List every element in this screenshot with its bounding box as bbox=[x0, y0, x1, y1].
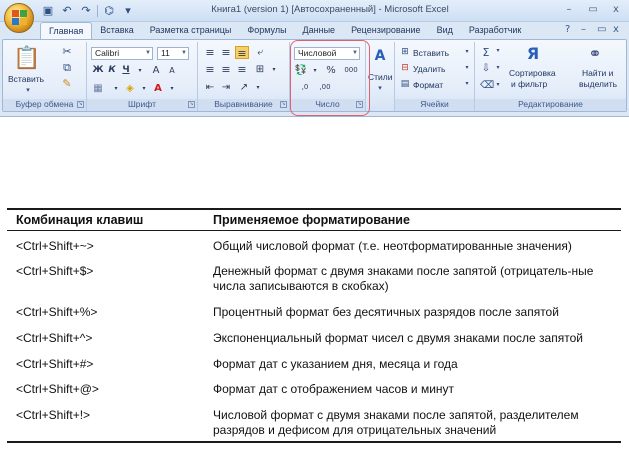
underline-button[interactable]: Ч bbox=[122, 65, 130, 75]
copy-icon[interactable]: ⧉ bbox=[63, 61, 71, 74]
help-icon[interactable]: ? bbox=[565, 24, 571, 35]
table-row-keys: <Ctrl+Shift+%> bbox=[16, 305, 98, 319]
table-row-desc: Числовой формат с двумя знаками после запятой, разделителем разрядов и дефисом для отрицательных значений bbox=[213, 408, 579, 437]
toolbar-divider bbox=[97, 5, 98, 17]
font-color-icon[interactable]: A bbox=[154, 83, 162, 94]
sort-tree-icon[interactable]: ⌬ bbox=[104, 4, 114, 17]
align-middle-icon[interactable]: ≡ bbox=[221, 46, 231, 59]
shrink-font-button[interactable]: A bbox=[169, 66, 175, 75]
orientation-dropdown-icon[interactable]: ▾ bbox=[256, 84, 260, 91]
number-launcher-icon[interactable]: ↘ bbox=[357, 101, 362, 107]
table-row-desc: Процентный формат без десятичных разрядов после запятой bbox=[213, 305, 559, 319]
alignment-launcher-icon[interactable]: ↘ bbox=[281, 101, 286, 107]
number-group-highlight bbox=[290, 40, 370, 116]
autosum-button[interactable]: Σ bbox=[482, 46, 490, 59]
group-label-clipboard bbox=[3, 99, 86, 111]
table-row-keys: <Ctrl+Shift+^> bbox=[16, 331, 93, 345]
delete-cells-icon: ⊟ bbox=[401, 63, 409, 73]
group-label-editing: Редактирование bbox=[475, 99, 626, 111]
autosum-dropdown-icon[interactable]: ▾ bbox=[496, 47, 500, 54]
number-format-value: Числовой bbox=[298, 48, 337, 58]
group-label-cells: Ячейки bbox=[395, 99, 474, 111]
borders-icon[interactable]: ▦ bbox=[93, 83, 103, 94]
title-bar bbox=[0, 0, 629, 22]
chevron-down-icon: ▼ bbox=[352, 50, 358, 56]
font-color-dropdown-icon[interactable]: ▾ bbox=[170, 85, 174, 92]
align-bottom-icon[interactable]: ≡ bbox=[235, 46, 249, 59]
orientation-icon[interactable]: ↗ bbox=[239, 82, 249, 93]
merge-center-icon[interactable]: ⊞ bbox=[255, 64, 265, 75]
customize-toolbar-icon[interactable]: ▾ bbox=[125, 4, 131, 17]
paste-button[interactable]: Вставить bbox=[8, 74, 45, 84]
tab-data[interactable]: Данные bbox=[302, 25, 336, 35]
shortcut-table bbox=[7, 208, 621, 442]
chevron-down-icon: ▼ bbox=[145, 50, 151, 56]
redo-icon[interactable]: ↷ bbox=[81, 4, 91, 17]
styles-icon[interactable]: A bbox=[374, 48, 386, 64]
decrease-indent-icon[interactable]: ⇤ bbox=[205, 82, 215, 93]
tab-formulas[interactable]: Формулы bbox=[247, 25, 287, 35]
binoculars-icon[interactable]: ⚭ bbox=[588, 44, 602, 63]
chevron-down-icon: ▼ bbox=[181, 50, 187, 56]
table-row-keys: <Ctrl+Shift+!> bbox=[16, 408, 91, 422]
underline-dropdown-icon[interactable]: ▾ bbox=[138, 67, 142, 74]
grow-font-button[interactable]: A bbox=[152, 65, 160, 76]
table-row-desc: Формат дат с указанием дня, месяца и года bbox=[213, 357, 458, 371]
format-cells-button[interactable]: Формат bbox=[413, 80, 444, 90]
excel-window bbox=[0, 0, 629, 117]
table-row-keys: <Ctrl+Shift+#> bbox=[16, 357, 94, 371]
ribbon-tab-bar bbox=[40, 22, 529, 40]
close-button[interactable]: x bbox=[613, 4, 619, 15]
font-name-select[interactable] bbox=[91, 47, 153, 60]
format-dropdown-icon[interactable]: ▾ bbox=[465, 80, 469, 87]
align-left-icon[interactable]: ≡ bbox=[205, 63, 215, 76]
find-select-label-1[interactable]: Найти и bbox=[582, 68, 614, 78]
column-header-formatting: Применяемое форматирование bbox=[213, 213, 410, 227]
tab-review[interactable]: Рецензирование bbox=[351, 25, 421, 35]
office-button[interactable] bbox=[4, 3, 34, 33]
table-row-keys: <Ctrl+Shift+$> bbox=[16, 264, 94, 278]
align-top-icon[interactable]: ≡ bbox=[205, 46, 215, 59]
font-size-value: 11 bbox=[161, 48, 170, 58]
tab-insert[interactable]: Вставка bbox=[100, 25, 134, 35]
font-group-label: Шрифт bbox=[128, 99, 156, 109]
save-icon[interactable]: ▣ bbox=[42, 4, 54, 17]
insert-cells-icon: ⊞ bbox=[401, 47, 409, 57]
group-label-alignment bbox=[198, 99, 289, 111]
workbook-restore-button[interactable]: ▭ bbox=[597, 24, 607, 35]
alignment-group-label: Выравнивание bbox=[214, 99, 273, 109]
workbook-close-button[interactable]: x bbox=[613, 24, 619, 35]
group-font bbox=[87, 42, 198, 111]
group-cells bbox=[395, 42, 475, 111]
minimize-button[interactable]: – bbox=[566, 4, 572, 15]
table-row-desc: Денежный формат с двумя знаками после запятой (отрицатель-ные числа записываются в скобках) bbox=[213, 264, 594, 293]
undo-icon[interactable]: ↶ bbox=[62, 4, 72, 17]
maximize-button[interactable]: ▭ bbox=[588, 4, 598, 15]
paste-dropdown-icon[interactable]: ▾ bbox=[26, 86, 30, 94]
borders-dropdown-icon[interactable]: ▾ bbox=[114, 85, 118, 92]
clipboard-launcher-icon[interactable]: ↘ bbox=[78, 101, 83, 107]
clear-icon[interactable]: ⌫ bbox=[480, 80, 495, 91]
sort-filter-icon[interactable]: Я bbox=[526, 44, 540, 63]
percent-style-button[interactable]: % bbox=[326, 65, 336, 76]
increase-indent-icon[interactable]: ⇥ bbox=[221, 82, 231, 93]
tab-home[interactable]: Главная bbox=[40, 22, 92, 40]
tab-page-layout[interactable]: Разметка страницы bbox=[149, 25, 232, 35]
clipboard-label: Буфер обмена bbox=[15, 99, 74, 109]
column-header-keys: Комбинация клавиш bbox=[16, 213, 144, 227]
format-painter-icon[interactable]: ✎ bbox=[62, 77, 72, 90]
fill-color-icon[interactable]: ◈ bbox=[126, 83, 134, 94]
fill-dropdown-icon[interactable]: ▾ bbox=[142, 85, 146, 92]
group-alignment bbox=[198, 42, 290, 111]
group-clipboard bbox=[3, 42, 87, 111]
group-editing bbox=[475, 42, 626, 111]
paste-icon[interactable]: 📋 bbox=[13, 46, 41, 71]
table-row-desc: Общий числовой формат (т.е. неотформатированные значения) bbox=[213, 239, 572, 253]
table-bottom-rule bbox=[7, 441, 621, 443]
table-row-keys: <Ctrl+Shift+@> bbox=[16, 382, 99, 396]
table-header-rule bbox=[7, 230, 621, 231]
bold-button[interactable]: Ж bbox=[92, 65, 104, 75]
fill-down-icon[interactable]: ⇩ bbox=[481, 63, 491, 74]
find-select-label-2[interactable]: выделить bbox=[579, 79, 618, 89]
clear-dropdown-icon[interactable]: ▾ bbox=[496, 81, 500, 88]
cut-icon[interactable]: ✂ bbox=[62, 45, 72, 58]
wrap-text-icon[interactable]: ⤶ bbox=[257, 47, 263, 58]
font-launcher-icon[interactable]: ↘ bbox=[189, 101, 194, 107]
increase-decimal-button[interactable]: ,0 bbox=[301, 83, 309, 91]
format-cells-icon: ▤ bbox=[400, 79, 410, 89]
quick-access-toolbar bbox=[40, 3, 136, 19]
italic-button[interactable]: К bbox=[108, 65, 116, 75]
table-row-desc: Экспоненциальный формат чисел с двумя знаками после запятой bbox=[213, 331, 583, 345]
table-top-rule bbox=[7, 208, 621, 210]
insert-cells-button[interactable]: Вставить bbox=[413, 48, 450, 58]
tab-view[interactable]: Вид bbox=[436, 25, 453, 35]
tab-developer[interactable]: Разработчик bbox=[468, 25, 522, 35]
align-right-icon[interactable]: ≡ bbox=[237, 63, 247, 76]
office-logo-icon bbox=[12, 10, 27, 26]
sort-filter-label-1[interactable]: Сортировка bbox=[509, 68, 556, 78]
font-name-value: Calibri bbox=[95, 48, 120, 58]
styles-button[interactable]: Стили bbox=[368, 72, 393, 82]
table-row-desc: Формат дат с отображением часов и минут bbox=[213, 382, 455, 396]
styles-dropdown-icon[interactable]: ▾ bbox=[378, 84, 382, 92]
merge-dropdown-icon[interactable]: ▾ bbox=[272, 66, 276, 73]
align-center-icon[interactable]: ≡ bbox=[221, 63, 231, 76]
currency-dropdown-icon[interactable]: ▾ bbox=[313, 67, 317, 74]
decrease-decimal-button[interactable]: ,00 bbox=[319, 83, 331, 91]
number-group-label: Число bbox=[315, 99, 340, 109]
table-row-keys: <Ctrl+Shift+~> bbox=[16, 239, 94, 253]
sort-filter-label-2[interactable]: и фильтр bbox=[511, 79, 548, 89]
delete-cells-button[interactable]: Удалить bbox=[413, 64, 446, 74]
delete-dropdown-icon[interactable]: ▾ bbox=[465, 64, 469, 71]
font-size-select[interactable] bbox=[157, 47, 189, 60]
workbook-minimize-button[interactable]: – bbox=[581, 24, 586, 35]
group-label-font bbox=[87, 99, 197, 111]
fill-dropdown-icon[interactable]: ▾ bbox=[496, 64, 500, 71]
window-title: Книга1 (version 1) [Автосохраненный] - Microsoft Excel bbox=[211, 4, 449, 15]
insert-dropdown-icon[interactable]: ▾ bbox=[465, 48, 469, 55]
comma-style-button[interactable]: 000 bbox=[344, 66, 358, 74]
group-styles bbox=[366, 42, 395, 111]
currency-format-icon[interactable]: 💱 bbox=[294, 65, 308, 76]
